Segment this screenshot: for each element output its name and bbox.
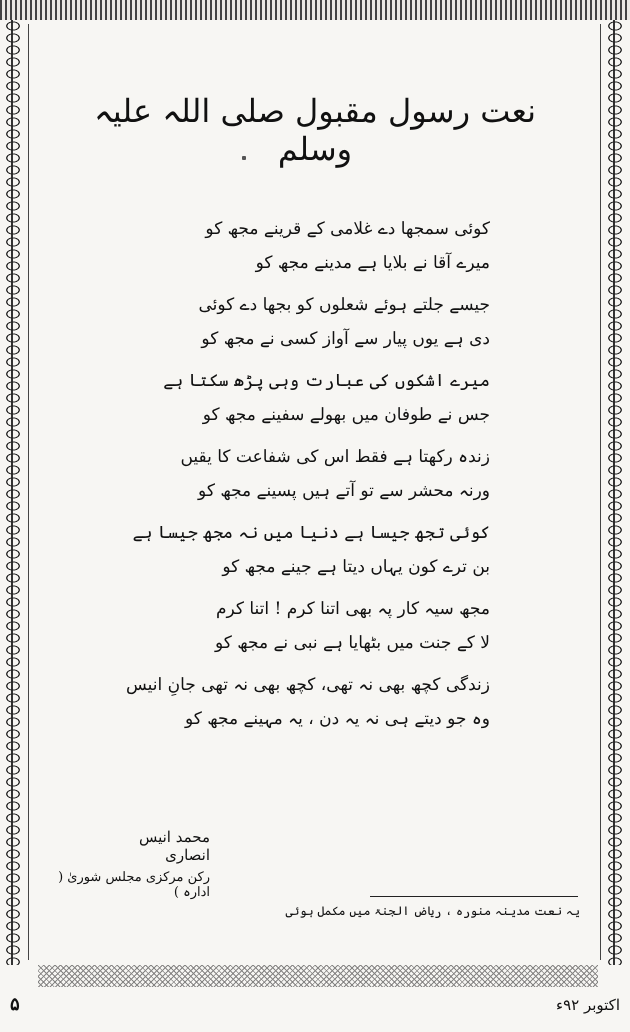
right-frame-line (600, 24, 601, 960)
page-title: نعت رسول مقبول صلی اللہ علیہ وسلم (94, 92, 536, 168)
footnote-rule (370, 896, 578, 897)
verse-line: جیسے جلتے ہوئے شعلوں کو بجھا دے کوئی (198, 295, 490, 315)
author-role: رکن مرکزی مجلس شوریٰ ( ادارہ ) (58, 870, 210, 900)
verse-line: وہ جو دیتے ہی نہ یہ دن ، یہ مہینے مجھ کو (184, 709, 490, 729)
left-ornamental-border (2, 20, 24, 965)
verse-line: کوئی سمجھا دے غلامی کے قرینے مجھ کو (205, 219, 490, 239)
verse-line: جس نے طوفان میں بھولے سفینے مجھ کو (202, 405, 490, 425)
top-ornamental-band (0, 0, 630, 20)
verse-line: میرے اشکوں کی عبارت وہی پڑھ سکتا ہے (163, 371, 490, 391)
page-number: ۵ (10, 994, 20, 1015)
verse-line: مجھ سیہ کار پہ بھی اتنا کرم ! اتنا کرم (215, 599, 490, 619)
right-ornamental-border (604, 20, 626, 965)
verse-line: زندہ رکھتا ہے فقط اس کی شفاعت کا یقیں (180, 447, 490, 467)
verse-line: کوئی تجھ جیسا ہے دنیا میں نہ مجھ جیسا ہے (132, 523, 490, 543)
bottom-ornamental-band (38, 965, 598, 987)
verse-line: بن ترے کون یہاں دیتا ہے جینے مجھ کو (222, 557, 490, 577)
verse-line: لا کے جنت میں بٹھایا ہے نبی نے مجھ کو (214, 633, 490, 653)
verse-list (125, 212, 490, 736)
verse-line: ورنہ محشر سے تو آتے ہیں پسینے مجھ کو (198, 481, 490, 501)
left-frame-line (28, 24, 29, 960)
footnote: یہ نعت مدینہ منورہ ، ریاض الجنۃ میں مکمل ہوئی (285, 904, 580, 918)
verse-line: میرے آقا نے بلایا ہے مدینے مجھ کو (255, 253, 490, 273)
verse-line: دی ہے یوں پیار سے آواز کسی نے مجھ کو (201, 329, 490, 349)
verse-line: زندگی کچھ بھی نہ تھی، کچھ بھی نہ تھی جانِ انیس (125, 675, 490, 695)
issue-date: اکتوبر ۹۲ء (556, 996, 620, 1014)
author-name: محمد انیس انصاری (138, 828, 210, 864)
ink-mark (242, 156, 246, 160)
